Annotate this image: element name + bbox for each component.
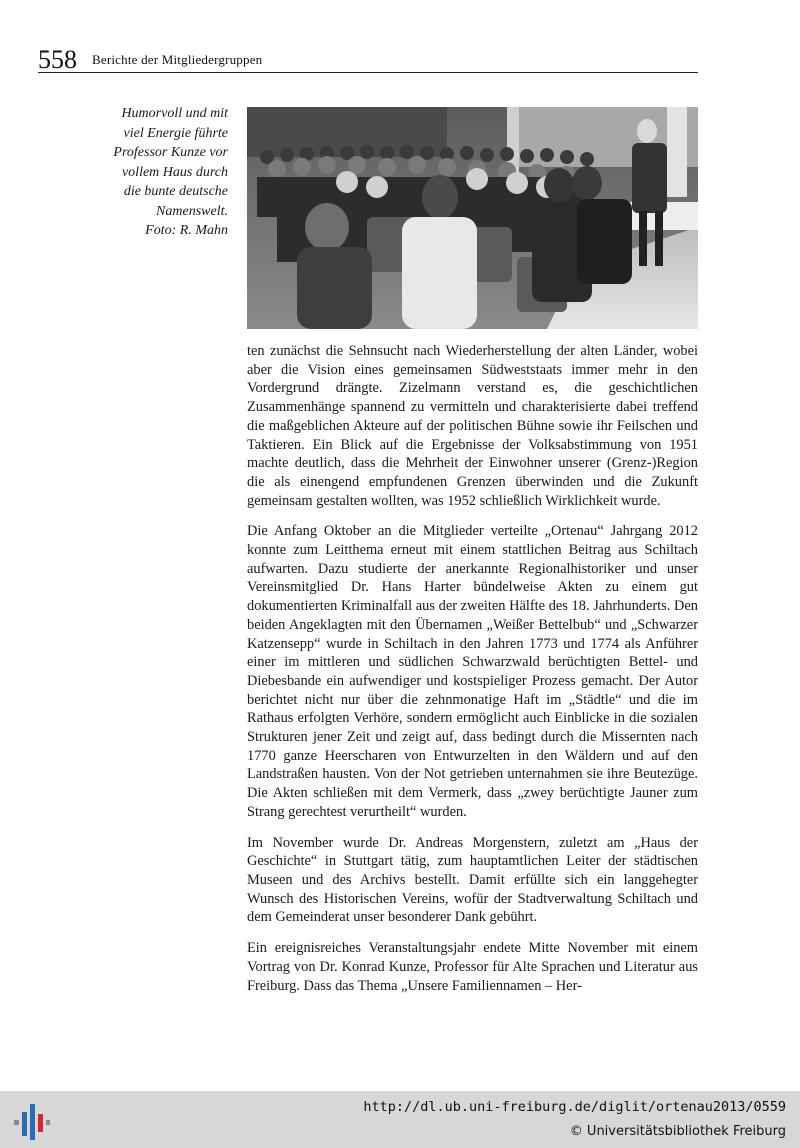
caption-line: die bunte deutsche [123,184,228,199]
body-paragraph: Die Anfang Oktober an die Mitglieder verteilte „Ortenau“ Jahrgang 2012 konnte zum Leitthema erneut mit einem stattlichen Beitrag aus Schiltach aufwarten. Dazu studierte der anerkannte Regionalhistoriker und unser Vereinsmitglied Dr. Hans Harter bündelweise Akten zu einem gut dokumentierten Kriminalfall aus der zweiten Hälfte des 18. Jahrhunderts. Den beiden Angeklagten mit den Übernamen „Weißer Bettelbub“ und „Schwarzer Katzensepp“ wurde in Schiltach in den Jahren 1773 und 1774 als Anführer einer im mittleren und südlichen Schwarzwald berüchtigten Bettel- und Diebesbande ein aufwendiger und kostspieliger Prozess gemacht. Der Autor berichtet nicht nur über die zehnmonatige Haft im „Städtle“ und die im Rathaus erfolgten Verhöre, sondern ermöglicht auch Einblicke in die sozialen Strukturen jener Zeit und zeigt auf, dass bedingt durch die Missernten nach 1770 ganze Heerscharen von Entwurzelten in den Wäldern und auf den Landstraßen hausten. Von der Not getrieben unternahmen sie ihre Beutezüge. Die Akten schließen mit dem Vermerk, dass „zwey berüchtigte Jauner zum Strang gerechtest verurtheilt“ wurden. [247,523,698,820]
caption-line: Professor Kunze vor [113,145,228,160]
ub-freiburg-logo-icon [10,1100,52,1142]
caption-line: viel Energie führte [123,125,228,141]
page-footer [0,1091,800,1148]
article-body [247,342,698,1007]
running-title: Berichte der Mitgliedergruppen [92,52,263,67]
page-header [38,46,698,73]
audience-photo [247,107,698,329]
body-paragraph: Im November wurde Dr. Andreas Morgenstern, zuletzt am „Haus der Geschichte“ in Stuttgart tätig, zum hauptamtlichen Leiter der städtischen Museen und des Archivs bestellt. Damit erfüllte sich ein langgehegter Wunsch des Historischen Vereins, wofür der Stadtverwaltung Schiltach und dem Gemeinderat unser besonderer Dank gebührt. [247,834,698,926]
photo-caption [88,104,228,241]
body-paragraph: Ein ereignisreiches Veranstaltungsjahr endete Mitte November mit einem Vortrag von Dr. Konrad Kunze, Professor für Alte Sprachen und Literatur aus Freiburg. Dass das Thema „Unsere Familiennamen – Her- [247,940,698,994]
audience-photo-drawing [247,107,698,329]
caption-line: vollem Haus durch [121,164,228,180]
caption-line: Humorvoll und mit [121,106,228,121]
source-link[interactable]: http://dl.ub.uni-freiburg.de/diglit/ortenau2013/0559 [363,1099,786,1115]
copyright-notice: © Universitätsbibliothek Freiburg [569,1124,786,1139]
caption-credit: Foto: R. Mahn [145,223,228,238]
body-paragraph: ten zunächst die Sehnsucht nach Wiederherstellung der alten Länder, wobei aber die Vision eines gemeinsamen Südweststaats immer mehr in den Vordergrund drängte. Zizelmann verstand es, die geschichtlichen Zusammenhänge spannend zu vermitteln und charakterisierte dabei treffend die maßgeblichen Akteure auf der politischen Bühne sowie ihr Feilschen und Taktieren. Ein Blick auf die Ergebnisse der Volksabstimmung von 1951 machte deutlich, dass die Mehrheit der Einwohner unserer (Grenz-)Region die als einengend empfundenen Grenzen überwinden und die Zukunft gemeinsam gestalten wollten, was 1952 schließlich Wirklichkeit wurde. [247,343,698,509]
caption-line: Namenswelt. [156,203,228,219]
page-number: 558 [38,45,77,74]
